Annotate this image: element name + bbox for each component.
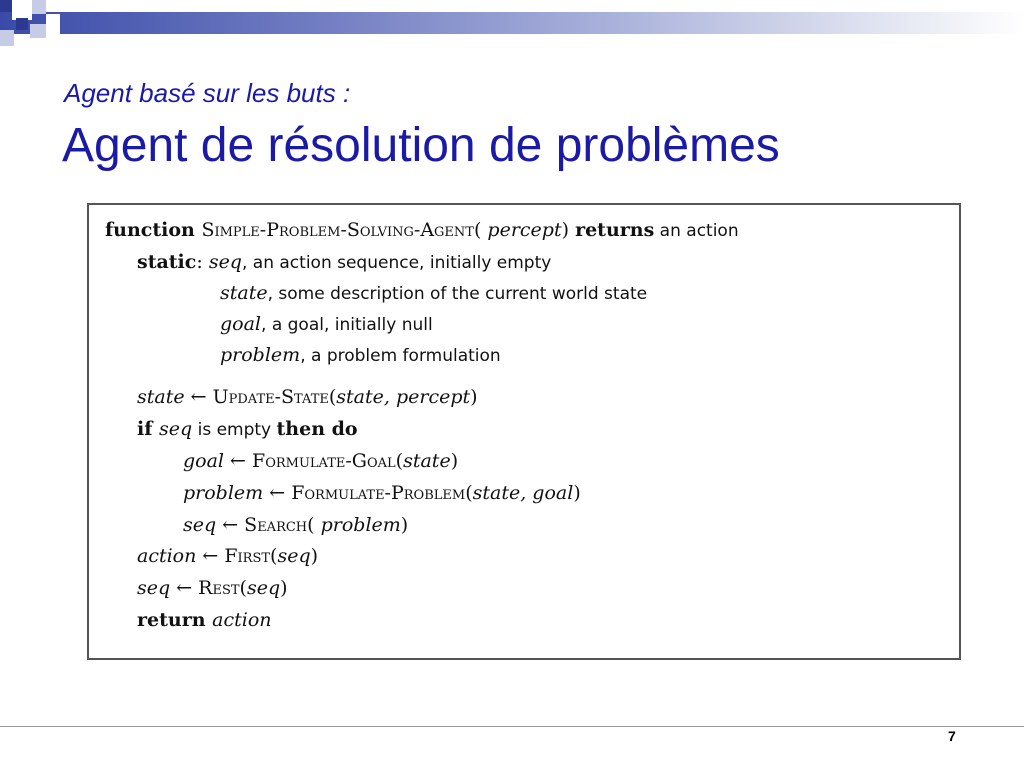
algorithm-token: return [137,609,213,631]
algorithm-token: ( [395,450,404,472]
algorithm-token: percept [487,219,562,241]
algorithm-token: ( [473,219,488,241]
header-band [0,12,1024,34]
header-square [0,30,14,46]
algorithm-token: Rest [198,577,240,599]
algorithm-token: seq [183,514,217,536]
algorithm-token: ← [184,386,213,408]
header-square [60,0,70,12]
algorithm-token: ( [270,545,278,567]
algorithm-token: , a goal, initially null [261,315,433,335]
algorithm-token: seq [159,418,193,440]
algorithm-token: problem [220,344,301,366]
algorithm-token: goal [220,313,262,335]
header-square [16,18,28,30]
algorithm-token: , some description of the current world state [267,284,648,304]
algorithm-token: if [137,418,160,440]
algorithm-token: ← [224,450,253,472]
algorithm-line [137,577,288,599]
algorithm-token: ( [307,514,321,536]
algorithm-line [220,313,433,335]
algorithm-token: ) [280,577,288,599]
algorithm-line [137,386,478,408]
header-square [0,0,12,12]
algorithm-line [137,251,551,273]
algorithm-token: an action [654,221,739,241]
algorithm-line [105,219,739,241]
header-square [12,0,32,20]
header-square [32,0,46,14]
algorithm-token: seq [277,545,311,567]
algorithm-token: seq [208,251,242,273]
algorithm-box [87,203,961,660]
algorithm-token: ← [263,482,292,504]
algorithm-token: ( [465,482,473,504]
algorithm-line [183,514,408,536]
algorithm-token: ) [310,545,319,567]
footer-divider [0,726,1024,727]
algorithm-token: ) [573,482,581,504]
page-number: 7 [948,728,956,744]
header-square [46,14,60,34]
algorithm-token: state, percept [336,386,471,408]
algorithm-token: state [137,386,185,408]
algorithm-line [220,344,501,366]
algorithm-token: : [196,251,209,273]
algorithm-token: then do [276,418,358,440]
algorithm-token: Update-State [212,386,329,408]
algorithm-token: seq [137,577,171,599]
algorithm-token: static [137,251,197,273]
algorithm-token: ) [400,514,409,536]
algorithm-token: ) [561,219,576,241]
algorithm-token: state, goal [472,482,574,504]
algorithm-token: state [403,450,451,472]
algorithm-token: problem [320,514,401,536]
slide-subtitle: Agent basé sur les buts : [64,78,351,108]
algorithm-token: action [212,609,272,631]
header-square [30,24,46,38]
algorithm-token: ) [470,386,478,408]
algorithm-token: ← [196,545,225,567]
algorithm-token: Simple-Problem-Solving-Agent [201,219,474,241]
algorithm-token: returns [575,219,655,241]
algorithm-token: is empty [192,420,277,440]
algorithm-token: Formulate-Goal [252,450,396,472]
algorithm-token: , an action sequence, initially empty [241,253,552,273]
algorithm-token: action [137,545,197,567]
algorithm-token: state [220,282,268,304]
algorithm-line [183,450,458,472]
algorithm-line [183,482,581,504]
algorithm-token: ( [328,386,337,408]
algorithm-token: problem [183,482,264,504]
algorithm-token: ← [216,514,245,536]
algorithm-token: Formulate-Problem [291,482,466,504]
algorithm-token: Search [244,514,308,536]
algorithm-token: ← [170,577,199,599]
algorithm-token: First [224,545,271,567]
algorithm-line [137,545,318,567]
algorithm-token: seq [246,577,281,599]
algorithm-line [220,282,647,304]
algorithm-token: goal [183,450,225,472]
slide-title: Agent de résolution de problèmes [62,119,780,172]
algorithm-line [137,609,272,631]
algorithm-line [137,418,358,440]
algorithm-token: , a problem formulation [300,346,501,366]
algorithm-token: ( [239,577,247,599]
algorithm-token: ) [450,450,459,472]
algorithm-token: function [105,219,202,241]
